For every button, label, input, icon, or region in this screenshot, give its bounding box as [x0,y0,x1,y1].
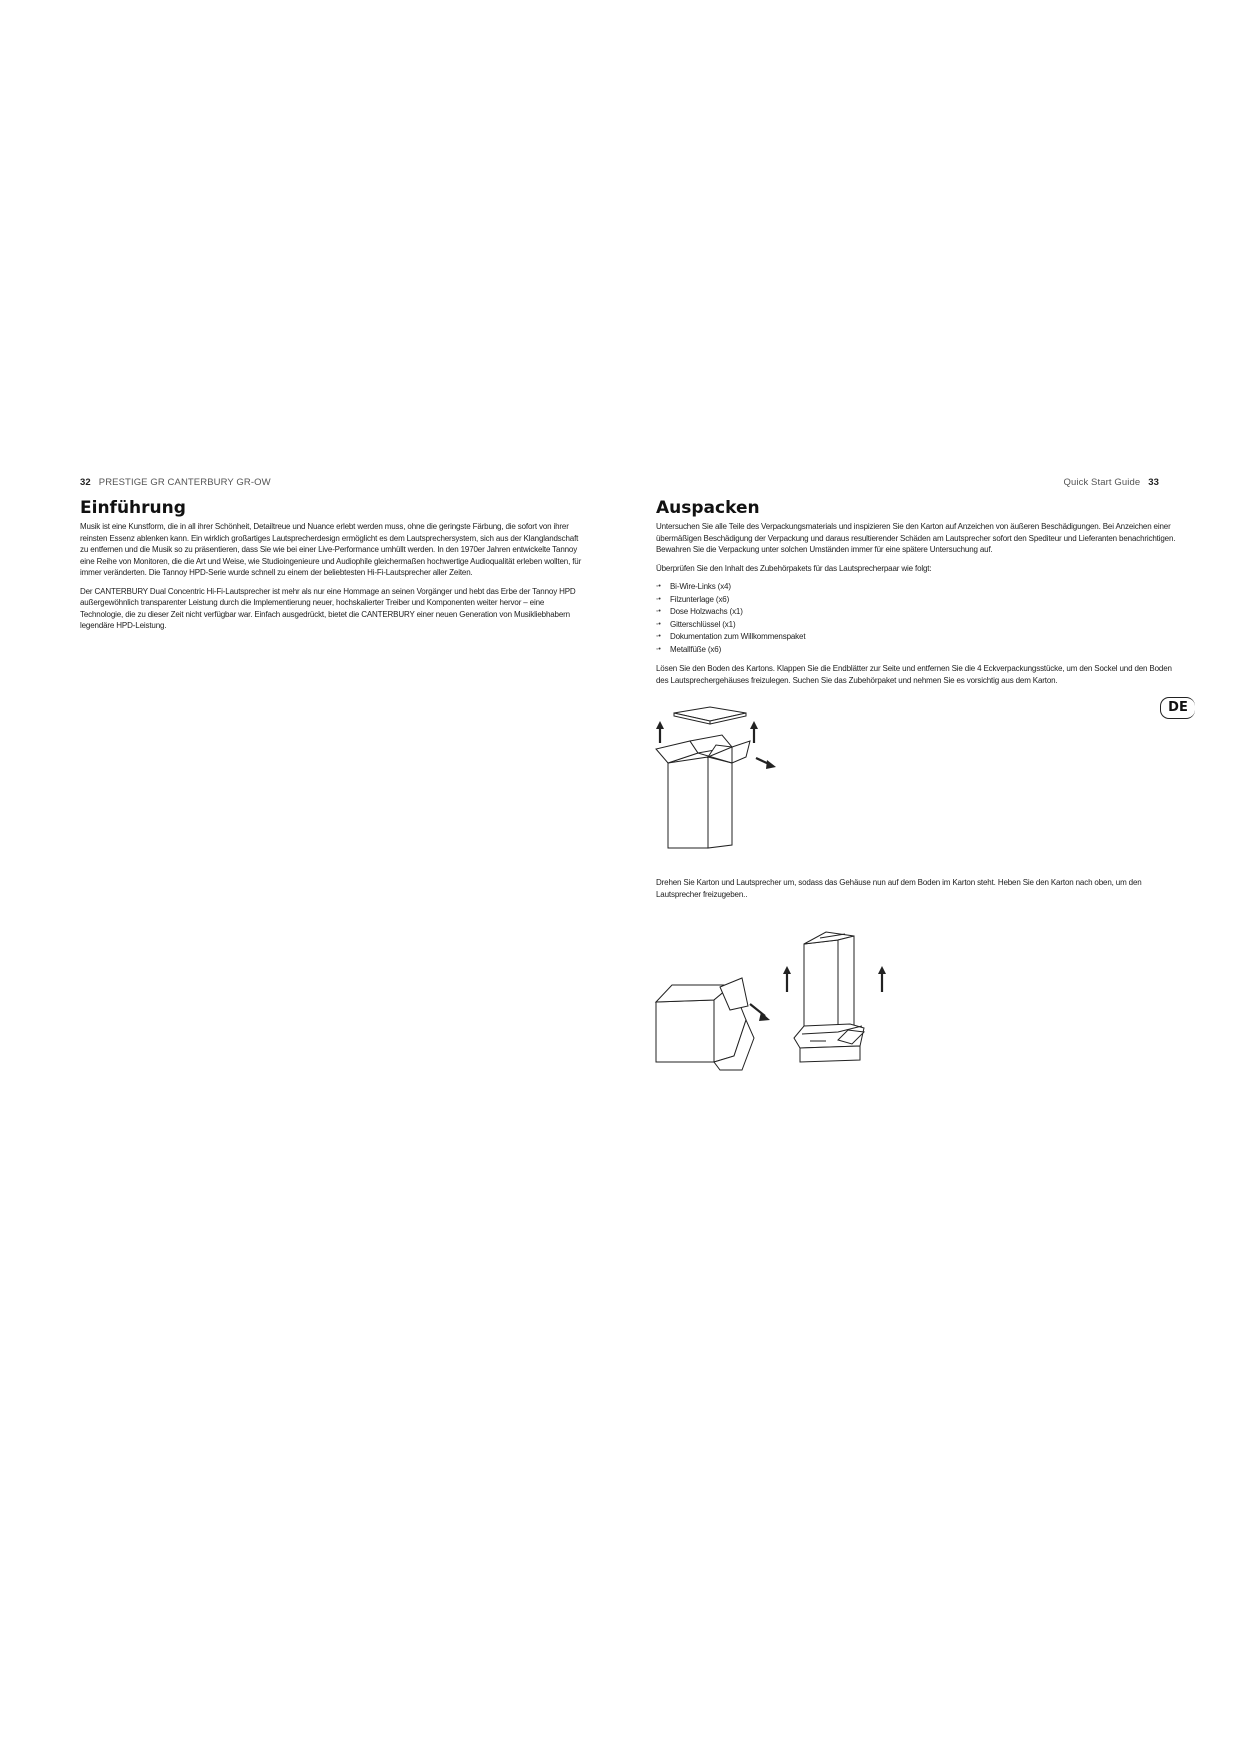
left-page-header [80,477,271,488]
einfuehrung-paragraph-2: Der CANTERBURY Dual Concentric Hi-Fi-Lautsprecher ist mehr als nur eine Hommage an seinen Vorgänger und hebt das Erbe der Tannoy HPD außergewöhnlich transparenter Leistung durch die Implementierung neuer, hochskalierter Treiber und Komponenten weiter hervor – eine Technologie, die zu dieser Zeit nicht verfügbar war. Einfach ausgedrückt, bietet die CANTERBURY einer neuen Generation von Musikliebhabern legendäre HPD-Leistung. [80,586,576,630]
list-item: ◦• Dokumentation zum Willkommenspaket [656,631,1176,644]
carton-box [656,735,750,848]
right-page [620,0,1241,1754]
auspacken-paragraph-2: Überprüfen Sie den Inhalt des Zubehörpakets für das Lautsprecherpaar wie folgt: [656,563,932,573]
einfuehrung-paragraph-1: Musik ist eine Kunstform, die in all ihrer Schönheit, Detailtreue und Nuance erlebt werden muss, ohne die geringste Färbung, die sofort von ihrer reinsten Essenz ablenken kann. Ein wirklich großartiges Lautsprecherdesign ermöglicht es dem Lautsprechersystem, sich aus der Klanglandschaft zu entfernen und die Musik so zu präsentieren, dass Sie wie bei einer Live-Performance umhüllt werden. In den 1970er Jahren entwickelte Tannoy eine Reihe von Monitoren, die die Art und Weise, wie Studioingenieure und Audiophile gleichermaßen hochwertige Audioqualität erleben wollten, für immer veränderten. Die Tannoy HPD-Serie wurde schnell zu einem der beliebtesten Hi-Fi-Lautsprecher aller Zeiten. [80,522,582,577]
auspacken-paragraph-3: Lösen Sie den Boden des Kartons. Klappen Sie die Endblätter zur Seite und entfernen Sie die 4 Eckverpackungsstücke, um den Sockel und den Boden des Lautsprechergehäuses freizulegen. Suchen Sie das Zubehörpaket und nehmen Sie es vorsichtig aus dem Karton. [656,664,1172,685]
right-page-number: 33 [1148,477,1159,488]
left-page-number: 32 [80,477,91,488]
list-item: ◦• Dose Holzwachs (x1) [656,606,1176,619]
carton-box-on-side [656,978,754,1070]
left-page [0,0,620,1754]
auspacken-paragraph-4: Drehen Sie Karton und Lautsprecher um, sodass das Gehäuse nun auf dem Boden im Karton steht. Heben Sie den Karton nach oben, um den Lautsprecher freizugeben.. [656,878,1142,899]
auspacken-heading: Auspacken [656,498,760,518]
arrow-down-right-icon [756,758,776,769]
list-item: ◦• Filzunterlage (x6) [656,594,1176,607]
up-arrow-icon [656,721,664,743]
right-running-title: Quick Start Guide [1063,477,1141,488]
up-arrow-icon [750,721,758,743]
auspacken-paragraph-1: Untersuchen Sie alle Teile des Verpackungsmaterials und inspizieren Sie den Karton auf Anzeichen von äußeren Beschädigungen. Bei Anzeichen einer übermäßigen Beschädigung der Verpackung und daraus resultierender Schäden am Lautsprecher sofort den Spediteur und Lieferanten benachrichtigen. Bewahren Sie die Verpackung unter solchen Umständen immer für eine spätere Untersuchung auf. [656,522,1176,554]
list-item: ◦• Metallfüße (x6) [656,644,1176,657]
left-running-title: PRESTIGE GR CANTERBURY GR-OW [98,477,271,488]
carton-box-upright [794,932,864,1062]
list-item: ◦• Gitterschlüssel (x1) [656,619,1176,632]
unpacking-illustration-open-box [650,705,790,855]
language-tab-de: DE [1160,697,1195,719]
list-item: ◦• Bi-Wire-Links (x4) [656,581,1176,594]
auspacken-body-2 [656,877,1176,907]
up-arrow-icon [783,966,791,992]
einfuehrung-heading: Einführung [80,498,186,518]
accessory-list [656,581,1176,656]
right-page-header [1064,477,1159,488]
unpacking-illustration-inverted-box [650,920,900,1075]
arrow-down-right-icon [750,1004,770,1021]
up-arrow-icon [878,966,886,992]
einfuehrung-body [80,521,585,639]
box-lid [674,707,746,724]
auspacken-body [656,521,1176,693]
